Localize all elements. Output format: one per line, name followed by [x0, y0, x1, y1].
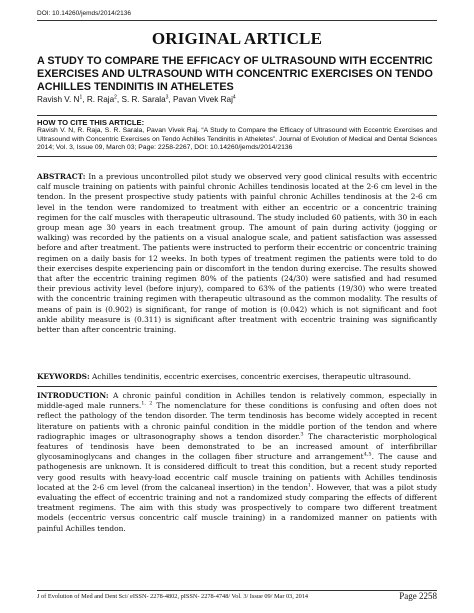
introduction [37, 391, 437, 534]
citation-box [37, 115, 437, 157]
author-2: R. Raja$^2$ [86, 94, 117, 104]
footer-divider [37, 590, 437, 591]
keywords-text: Achilles tendinitis, eccentric exercises, concentric exercises, therapeutic ultrasound. [92, 372, 411, 381]
header-divider [37, 20, 437, 21]
introduction-text: A chronic painful condition in Achilles tendon is relatively common, especially in middle-aged male runners.$^{1, 2}$ The nomenclature for these conditions is confusing and often does not reflect the pathology of the tendon disorder. The term tendinosis has become widely accepted in recent literature on patients with a chronic painful condition in the middle portion of the tendon and where radiographic images or ultrasonography shows a tendon disorder.$^3$ The characteristic morphological features of tendinosis have been demonstrated to be an increased amount of interfibrillar glycosaminoglycans and changes in the collagen fiber structure and arrangement$^{4,5}$. The cause and pathogenesis are unknown. It is considered difficult to treat this condition, but a recent study reported very good results with heavy-load eccentric calf muscle training on patients with Achilles tendinosis located at the 2-6 cm level (from the calcaneal insertion) in the tendon$^1$. However, that was a pilot study evaluating the effect of eccentric training and not a randomized study comparing the effects of different treatment regimens. The aim with this study was prospectively to compare two different treatment models (eccentric versus concentric calf muscle training) in a randomized manner on patients with painful Achilles tendon. [37, 391, 437, 533]
keywords-label: KEYWORDS: [37, 372, 90, 381]
introduction-label: INTRODUCTION: [37, 391, 109, 400]
author-4: Pavan Vivek Raj$^4$ [172, 94, 236, 104]
page-number: Page 2258 [399, 591, 437, 601]
keywords [37, 372, 437, 382]
author-list: Ravish V. $N^1$, R. Raja$^2$, S. R. Sarala$^3$, Pavan Vivek Raj$^4$ [37, 94, 236, 104]
article-title: A STUDY TO COMPARE THE EFFICACY OF ULTRASOUND WITH ECCENTRIC EXERCISES AND ULTRASOUND WITH CONCENTRIC EXERCISES ON TENDO ACHILLES TENDINITIS IN ATHELETES [37, 55, 433, 93]
citation-heading: HOW TO CITE THIS ARTICLE: [37, 118, 145, 127]
abstract-label: ABSTRACT: [37, 172, 86, 181]
doi-header: DOI: 10.14260/jemds/2014/2136 [37, 10, 131, 17]
section-label: ORIGINAL ARTICLE [151, 29, 323, 48]
abstract [37, 172, 437, 335]
author-1: Ravish V. $N^1$ [37, 94, 83, 104]
abstract-text: In a previous uncontrolled pilot study we observed very good clinical results with eccentric calf muscle training on patients with painful chronic Achilles tendinosis located at the 2-6 cm level in the tendon. In the present prospective study patients with painful chronic Achilles tendinosis at the 2-6 cm level in the tendon were randomized to treatment with either an eccentric or a concentric training regimen for the calf muscles with therapeutic ultrasound. The study included 60 patients, with 30 in each group mean age 30 years in each treatment group. The amount of pain during activity (jogging or walking) was recorded by the patients on a visual analogue scale, and patient satisfaction was assessed before and after treatment. The patients were instructed to perform their eccentric or concentric training regimen on a daily basis for 12 weeks. In both types of treatment regimen the patients were told to do their exercises despite experiencing pain or discomfort in the tendon during exercise. The results showed that after the eccentric training regimen 80% of the patients (24/30) were satisfied and had resumed their previous activity level (before injury), compared to 63% of the patients (19/30) who were treated with the concentric training regimen with therapeutic ultrasound as the common modality. The results of means of pain is (0.902) is significant, for range of motion is (0.042) which is not significant and foot ankle ability measure is (0.311) is significant after treatment with eccentric training was significantly better than after concentric training. [37, 172, 437, 335]
page-footer [37, 593, 437, 600]
abstract-divider [37, 386, 437, 387]
footer-journal: J of Evolution of Med and Dent Sci/ eISSN- 2278-4802, pISSN- 2278-4748/ Vol. 3/ Issue 09/ Mar 03, 2014 [37, 593, 309, 600]
author-3: S. R. Sarala$^3$ [121, 94, 169, 104]
citation-text: Ravish V. N, R. Raja, S. R. Sarala, Pavan Vivek Raj. “A Study to Compare the Efficacy of Ultrasound with Eccentric Exercises and Ultrasound with Concentric Exercises on Tendo Achilles Tendinitis in Atheletes”. Journal of Evolution of Medical and Dental Sciences 2014; Vol. 3, Issue 09, March 03; Page: 2258-2267, DOI: 10.14260/jemds/2014/2136 [37, 127, 437, 152]
